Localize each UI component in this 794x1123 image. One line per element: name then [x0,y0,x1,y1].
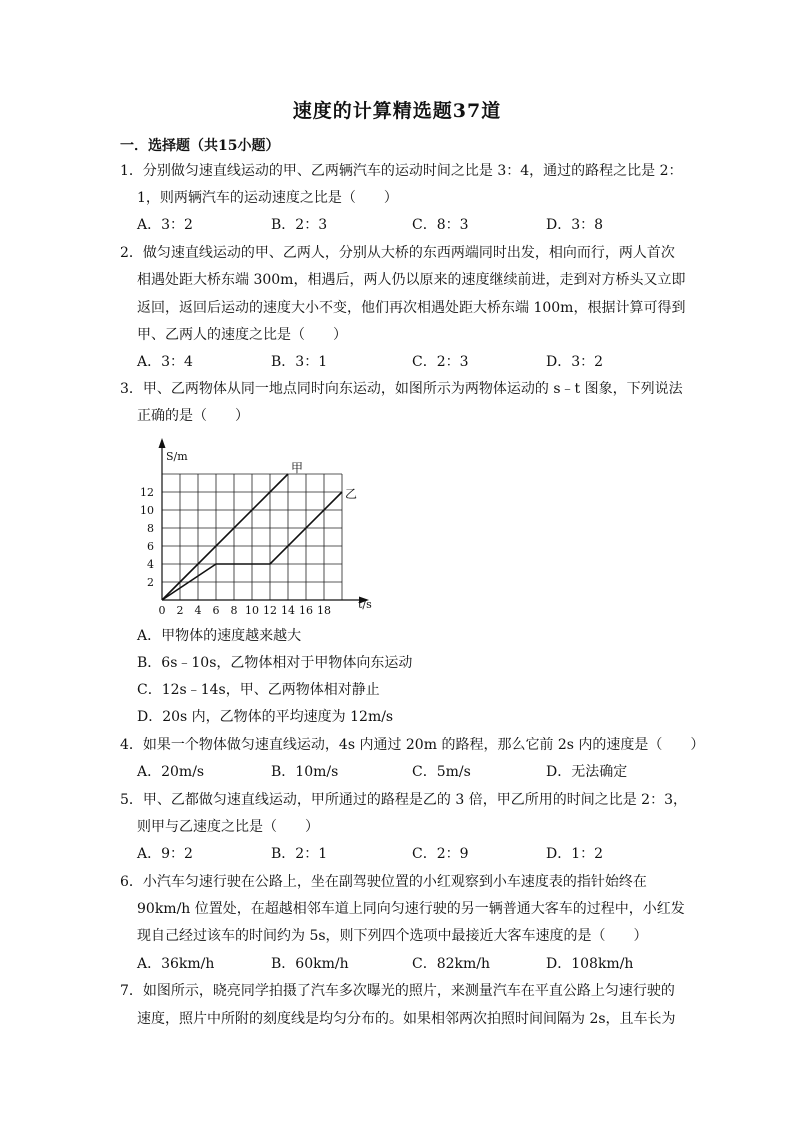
q6-option-d: D．108km/h [546,956,634,972]
y-tick-label: 12 [140,486,154,499]
q1-line-2: 1，则两辆汽车的运动速度之比是（ ） [137,190,398,206]
q2-line-2: 相遇处距大桥东端 300m，相遇后，两人仍以原来的速度继续前进，走到对方桥头又立即 [137,272,686,288]
s-t-chart [130,432,390,622]
q4-option-c: C．5m/s [412,764,471,780]
x-tick-label: 12 [263,604,277,617]
x-axis-label: t/s [358,598,372,611]
x-tick-label: 10 [245,604,259,617]
q2-option-a: A．3：4 [137,354,193,370]
q2-option-c: C．2：3 [412,354,469,370]
q2-option-d: D．3：2 [546,354,604,370]
x-tick-label: 18 [317,604,331,617]
y-tick-label: 4 [147,558,154,571]
q5-option-c: C．2：9 [412,846,469,862]
q3-option-d: D．20s 内，乙物体的平均速度为 12m/s [137,709,394,725]
y-tick-label: 8 [147,522,154,535]
q4-option-b: B．10m/s [271,764,339,780]
q6-line-2: 90km/h 位置处，在超越相邻车道上同向匀速行驶的另一辆普通大客车的过程中，小红发 [137,901,685,917]
q5-line-2: 则甲与乙速度之比是（ ） [137,819,319,835]
y-tick-label: 2 [147,576,154,589]
q7-line-1: 7．如图所示，晓亮同学拍摄了汽车多次曝光的照片，来测量汽车在平直公路上匀速行驶的 [120,983,675,999]
q3-option-b: B．6s﹣10s，乙物体相对于甲物体向东运动 [137,655,413,671]
q7-line-2: 速度，照片中所附的刻度线是均匀分布的。如果相邻两次拍照时间间隔为 2s，且车长为 [137,1011,676,1027]
page-title: 速度的计算精选题37道 [292,100,502,122]
q2-line-3: 返回，返回后运动的速度大小不变，他们再次相遇处距大桥东端 100m，根据计算可得到 [137,300,686,316]
q4-option-d: D．无法确定 [546,764,628,780]
q3-line-2: 正确的是（ ） [137,408,249,424]
x-tick-label: 16 [299,604,313,617]
x-tick-label: 8 [230,604,238,617]
q6-option-b: B．60km/h [271,956,349,972]
x-tick-label: 0 [158,604,166,617]
q3-option-c: C．12s﹣14s，甲、乙两物体相对静止 [137,682,380,698]
q5-option-d: D．1：2 [546,846,604,862]
series-line-jia [162,474,288,600]
section-heading: 一．选择题（共15小题） [120,138,280,154]
q3-option-a: A．甲物体的速度越来越大 [137,628,302,644]
q6-option-c: C．82km/h [412,956,491,972]
q1-option-a: A．3：2 [137,217,193,233]
q3-line-1: 3．甲、乙两物体从同一地点同时向东运动，如图所示为两物体运动的 s﹣t 图象，下列说法 [120,381,683,397]
q1-option-c: C．8：3 [412,217,469,233]
q5-option-a: A．9：2 [137,846,193,862]
x-tick-label: 2 [176,604,184,617]
q4-option-a: A．20m/s [137,764,205,780]
q5-line-1: 5．甲、乙都做匀速直线运动，甲所通过的路程是乙的 3 倍，甲乙所用的时间之比是 2：3， [120,792,687,808]
x-tick-label: 4 [194,604,202,617]
q6-line-3: 现自己经过该车的时间约为 5s，则下列四个选项中最接近大客车速度的是（ ） [137,928,648,944]
series-label-jia: 甲 [291,461,304,475]
q1-option-b: B．2：3 [271,217,328,233]
q4-line-1: 4．如果一个物体做匀速直线运动，4s 内通过 20m 的路程，那么它前 2s 内的速度是（ ） [120,737,705,753]
q2-line-1: 2．做匀速直线运动的甲、乙两人，分别从大桥的东西两端同时出发，相向而行，两人首次 [120,245,675,261]
x-tick-label: 14 [281,604,295,617]
y-tick-label: 6 [147,540,154,553]
q2-line-4: 甲、乙两人的速度之比是（ ） [137,327,347,343]
y-tick-label: 10 [140,504,154,517]
q1-option-d: D．3：8 [546,217,604,233]
y-axis-label: S/m [166,450,188,463]
y-axis-arrow [159,438,166,448]
series-label-yi: 乙 [345,487,358,501]
x-tick-label: 6 [212,604,220,617]
q1-line-1: 1．分别做匀速直线运动的甲、乙两辆汽车的运动时间之比是 3：4，通过的路程之比是 2： [120,163,683,179]
q6-line-1: 6．小汽车匀速行驶在公路上，坐在副驾驶位置的小红观察到小车速度表的指针始终在 [120,874,647,890]
q6-option-a: A．36km/h [137,956,215,972]
q5-option-b: B．2：1 [271,846,328,862]
q2-option-b: B．3：1 [271,354,328,370]
